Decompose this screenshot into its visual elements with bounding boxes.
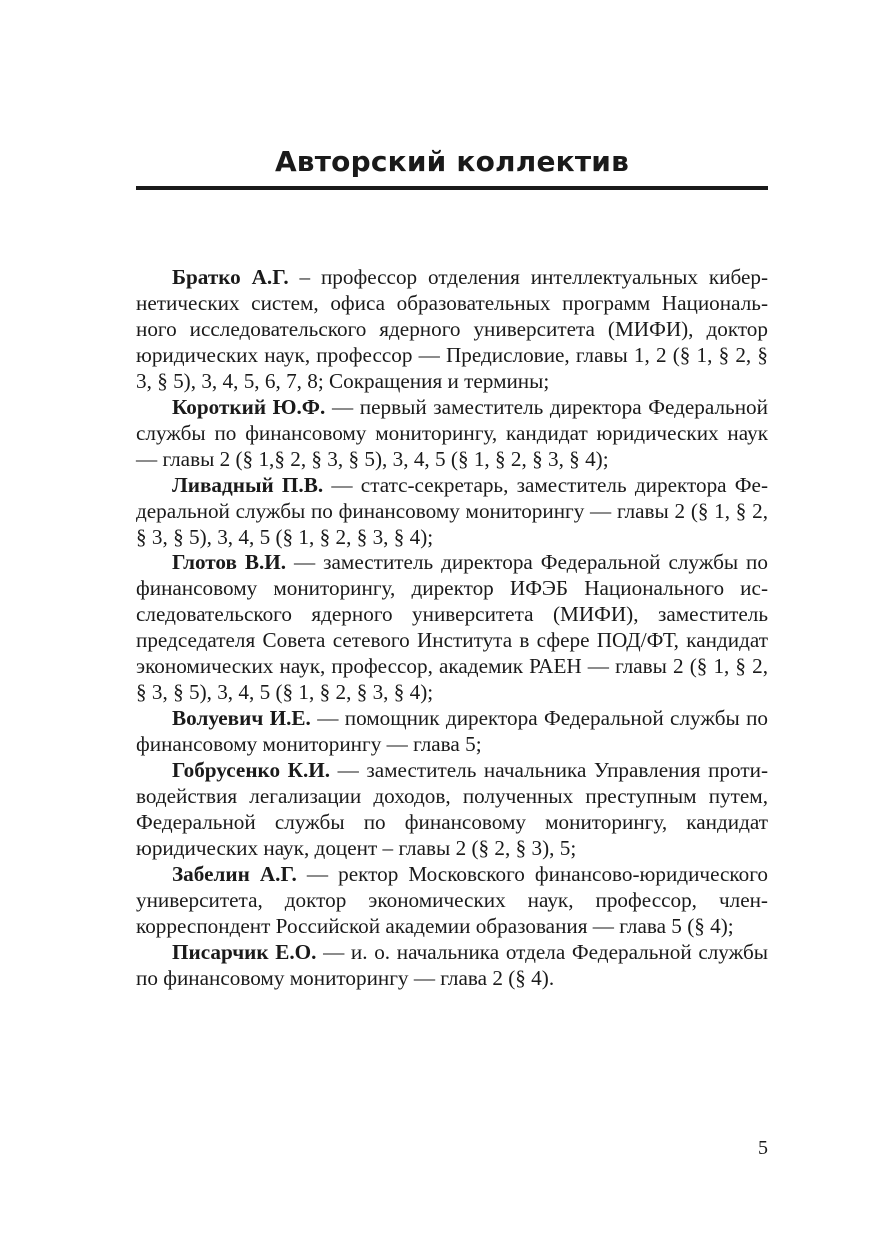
- author-description: — статс-секретарь, заместитель директора Федеральной службы по финансовому мониторингу — главы 2 (§ 1, § 2, § 3, § 5), 3, 4, 5 (§ 1, § 2, § 3, § 4);: [136, 472, 769, 549]
- author-name: Ливадный П.В.: [172, 472, 324, 497]
- author-entry: [136, 862, 768, 940]
- author-description: — и. о. начальника отдела Федеральной службы по финансовому мониторингу — глава 2 (§ 4).: [136, 939, 768, 990]
- author-name: Забелин А.Г.: [172, 861, 297, 886]
- author-entry: [136, 473, 768, 551]
- author-name: Короткий Ю.Ф.: [172, 394, 326, 419]
- author-name: Братко А.Г.: [172, 265, 289, 289]
- author-name: Волуевич И.Е.: [172, 706, 311, 731]
- author-entry: [136, 395, 768, 473]
- author-description: — заместитель директора Федеральной службы по финансовому мониторингу, директор ИФЭБ Национального исследовательского ядерного университета (МИФИ), заместитель председателя Совета сетевого Института в сфере ПОД/ФТ, кандидат экономических наук, профессор, академик РАЕН — главы 2 (§ 1, § 2, § 3, § 5), 3, 4, 5 (§ 1, § 2, § 3, § 4);: [136, 550, 768, 705]
- author-description: – профессор отделения интеллектуальных кибернетических систем, офиса образовательных программ Национального исследовательского ядерного университета (МИФИ), доктор юридических наук, профессор — Предисловие, главы 1, 2 (§ 1, § 2, § 3, § 5), 3, 4, 5, 6, 7, 8; Сокращения и термины;: [136, 265, 769, 393]
- author-entry: [136, 758, 768, 862]
- author-entry: [136, 550, 768, 706]
- author-list: [136, 265, 768, 992]
- author-description: — заместитель начальника Управления противодействия легализации доходов, полученных преступным путем, Федеральной службы по финансовому мониторингу, кандидат юридических наук, доцент – главы 2 (§ 2, § 3), 5;: [136, 758, 768, 860]
- author-description: — помощник директора Федеральной службы по финансовому мониторингу — глава 5;: [136, 706, 769, 757]
- author-name: Писарчик Е.О.: [172, 939, 317, 964]
- author-entry: [136, 940, 768, 992]
- page-title: Авторский коллектив: [274, 145, 630, 178]
- author-name: Глотов В.И.: [172, 550, 287, 575]
- author-description: — первый заместитель директора Федеральной службы по финансовому мониторингу, кандидат юридических наук — главы 2 (§ 1,§ 2, § 3, § 5), 3, 4, 5 (§ 1, § 2, § 3, § 4);: [136, 394, 768, 471]
- author-name: Гобрусенко К.И.: [172, 758, 331, 783]
- author-entry: [136, 265, 768, 395]
- title-underline: [136, 186, 768, 190]
- author-entry: [136, 706, 768, 758]
- author-description: — ректор Московского финансово-юридического университета, доктор экономических наук, профессор, член-корреспондент Российской академии образования — глава 5 (§ 4);: [136, 861, 768, 938]
- page-number: 5: [758, 1137, 768, 1159]
